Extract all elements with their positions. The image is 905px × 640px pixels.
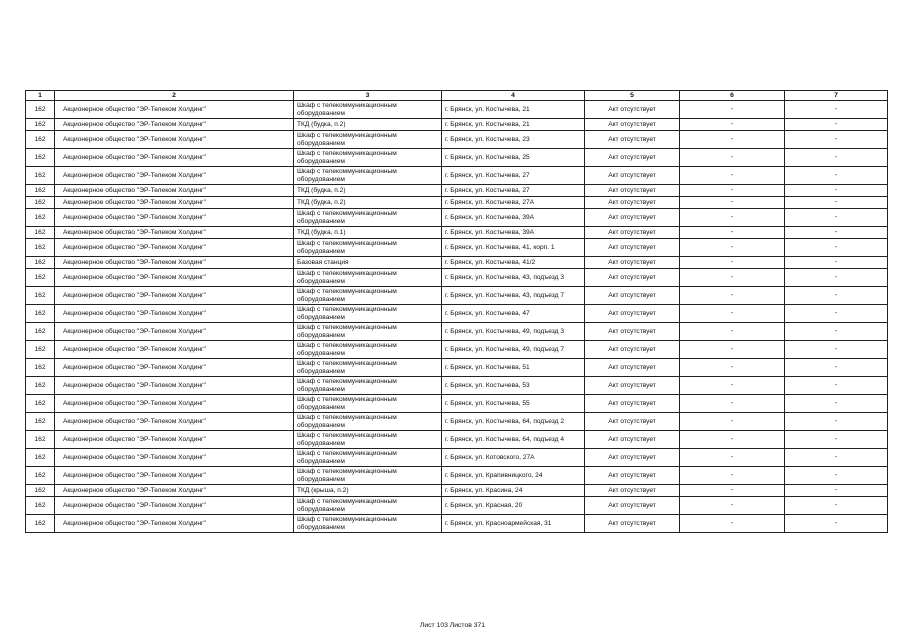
row-number: 162	[26, 515, 55, 533]
table-row	[26, 209, 888, 227]
column-header: 1	[26, 91, 55, 101]
column-6-cell: -	[680, 413, 785, 431]
organization-cell: Акционерное общество "ЭР-Телеком Холдинг"	[55, 395, 294, 413]
organization-cell: Акционерное общество "ЭР-Телеком Холдинг"	[55, 449, 294, 467]
table-body	[26, 101, 888, 533]
row-number: 162	[26, 467, 55, 485]
address-cell: г. Брянск, ул. Красина, 24	[442, 485, 585, 497]
column-7-cell: -	[785, 149, 888, 167]
object-cell: Шкаф с телекоммуникационным оборудованием	[294, 287, 442, 305]
act-status-cell: Акт отсутствует	[585, 197, 680, 209]
act-status-cell: Акт отсутствует	[585, 239, 680, 257]
row-number: 162	[26, 197, 55, 209]
column-6-cell: -	[680, 305, 785, 323]
column-6-cell: -	[680, 257, 785, 269]
object-cell: Шкаф с телекоммуникационным оборудованием	[294, 413, 442, 431]
row-number: 162	[26, 359, 55, 377]
organization-cell: Акционерное общество "ЭР-Телеком Холдинг"	[55, 323, 294, 341]
row-number: 162	[26, 395, 55, 413]
column-header: 7	[785, 91, 888, 101]
organization-cell: Акционерное общество "ЭР-Телеком Холдинг"	[55, 515, 294, 533]
address-cell: г. Брянск, ул. Костычева, 41/2	[442, 257, 585, 269]
address-cell: г. Брянск, ул. Костычева, 25	[442, 149, 585, 167]
row-number: 162	[26, 269, 55, 287]
object-cell: Шкаф с телекоммуникационным оборудованием	[294, 341, 442, 359]
organization-cell: Акционерное общество "ЭР-Телеком Холдинг"	[55, 119, 294, 131]
column-7-cell: -	[785, 257, 888, 269]
row-number: 162	[26, 323, 55, 341]
column-6-cell: -	[680, 185, 785, 197]
organization-cell: Акционерное общество "ЭР-Телеком Холдинг"	[55, 359, 294, 377]
column-7-cell: -	[785, 239, 888, 257]
table-row	[26, 359, 888, 377]
table-row	[26, 119, 888, 131]
column-7-cell: -	[785, 413, 888, 431]
column-header: 2	[55, 91, 294, 101]
column-6-cell: -	[680, 515, 785, 533]
organization-cell: Акционерное общество "ЭР-Телеком Холдинг"	[55, 485, 294, 497]
organization-cell: Акционерное общество "ЭР-Телеком Холдинг"	[55, 341, 294, 359]
table-row	[26, 485, 888, 497]
column-7-cell: -	[785, 497, 888, 515]
object-cell: Базовая станция	[294, 257, 442, 269]
act-status-cell: Акт отсутствует	[585, 167, 680, 185]
act-status-cell: Акт отсутствует	[585, 515, 680, 533]
table-row	[26, 101, 888, 119]
column-7-cell: -	[785, 395, 888, 413]
address-cell: г. Брянск, ул. Костычева, 23	[442, 131, 585, 149]
row-number: 162	[26, 413, 55, 431]
object-cell: ТКД (будка, п.2)	[294, 185, 442, 197]
column-7-cell: -	[785, 131, 888, 149]
act-status-cell: Акт отсутствует	[585, 449, 680, 467]
column-7-cell: -	[785, 197, 888, 209]
column-7-cell: -	[785, 431, 888, 449]
organization-cell: Акционерное общество "ЭР-Телеком Холдинг"	[55, 305, 294, 323]
object-cell: Шкаф с телекоммуникационным оборудованием	[294, 167, 442, 185]
column-7-cell: -	[785, 467, 888, 485]
column-6-cell: -	[680, 377, 785, 395]
table-row	[26, 467, 888, 485]
column-7-cell: -	[785, 119, 888, 131]
column-6-cell: -	[680, 485, 785, 497]
column-7-cell: -	[785, 269, 888, 287]
table-row	[26, 227, 888, 239]
address-cell: г. Брянск, ул. Костычева, 21	[442, 119, 585, 131]
page-footer: Лист 103 Листов 371	[419, 622, 486, 629]
organization-cell: Акционерное общество "ЭР-Телеком Холдинг"	[55, 413, 294, 431]
column-6-cell: -	[680, 341, 785, 359]
address-cell: г. Брянск, ул. Костычева, 47	[442, 305, 585, 323]
table-row	[26, 269, 888, 287]
column-7-cell: -	[785, 485, 888, 497]
row-number: 162	[26, 497, 55, 515]
address-cell: г. Брянск, ул. Костычева, 49, подъезд 3	[442, 323, 585, 341]
organization-cell: Акционерное общество "ЭР-Телеком Холдинг"	[55, 431, 294, 449]
object-cell: Шкаф с телекоммуникационным оборудованием	[294, 149, 442, 167]
table-row	[26, 515, 888, 533]
organization-cell: Акционерное общество "ЭР-Телеком Холдинг"	[55, 101, 294, 119]
object-cell: ТКД (будка, п.1)	[294, 227, 442, 239]
object-cell: Шкаф с телекоммуникационным оборудованием	[294, 515, 442, 533]
column-7-cell: -	[785, 227, 888, 239]
header-row	[26, 91, 888, 101]
address-cell: г. Брянск, ул. Костычева, 51	[442, 359, 585, 377]
row-number: 162	[26, 341, 55, 359]
column-6-cell: -	[680, 359, 785, 377]
object-cell: Шкаф с телекоммуникационным оборудованием	[294, 467, 442, 485]
column-6-cell: -	[680, 167, 785, 185]
organization-cell: Акционерное общество "ЭР-Телеком Холдинг"	[55, 131, 294, 149]
table-row	[26, 413, 888, 431]
address-cell: г. Брянск, ул. Костычева, 27	[442, 185, 585, 197]
column-6-cell: -	[680, 239, 785, 257]
act-status-cell: Акт отсутствует	[585, 101, 680, 119]
column-7-cell: -	[785, 449, 888, 467]
column-7-cell: -	[785, 359, 888, 377]
act-status-cell: Акт отсутствует	[585, 497, 680, 515]
column-6-cell: -	[680, 497, 785, 515]
table-row	[26, 167, 888, 185]
row-number: 162	[26, 485, 55, 497]
organization-cell: Акционерное общество "ЭР-Телеком Холдинг"	[55, 227, 294, 239]
column-6-cell: -	[680, 449, 785, 467]
act-status-cell: Акт отсутствует	[585, 119, 680, 131]
row-number: 162	[26, 185, 55, 197]
table-row	[26, 395, 888, 413]
row-number: 162	[26, 257, 55, 269]
table-row	[26, 497, 888, 515]
act-status-cell: Акт отсутствует	[585, 413, 680, 431]
column-7-cell: -	[785, 167, 888, 185]
column-header: 4	[442, 91, 585, 101]
column-7-cell: -	[785, 185, 888, 197]
object-cell: Шкаф с телекоммуникационным оборудованием	[294, 359, 442, 377]
organization-cell: Акционерное общество "ЭР-Телеком Холдинг"	[55, 287, 294, 305]
column-7-cell: -	[785, 101, 888, 119]
object-cell: Шкаф с телекоммуникационным оборудованием	[294, 101, 442, 119]
row-number: 162	[26, 167, 55, 185]
column-6-cell: -	[680, 395, 785, 413]
organization-cell: Акционерное общество "ЭР-Телеком Холдинг"	[55, 197, 294, 209]
organization-cell: Акционерное общество "ЭР-Телеком Холдинг"	[55, 257, 294, 269]
act-status-cell: Акт отсутствует	[585, 359, 680, 377]
act-status-cell: Акт отсутствует	[585, 185, 680, 197]
row-number: 162	[26, 449, 55, 467]
act-status-cell: Акт отсутствует	[585, 287, 680, 305]
column-7-cell: -	[785, 323, 888, 341]
object-cell: Шкаф с телекоммуникационным оборудованием	[294, 449, 442, 467]
act-status-cell: Акт отсутствует	[585, 131, 680, 149]
column-6-cell: -	[680, 209, 785, 227]
row-number: 162	[26, 101, 55, 119]
column-7-cell: -	[785, 377, 888, 395]
column-6-cell: -	[680, 287, 785, 305]
act-status-cell: Акт отсутствует	[585, 227, 680, 239]
act-status-cell: Акт отсутствует	[585, 395, 680, 413]
address-cell: г. Брянск, ул. Костычева, 43, подъезд 3	[442, 269, 585, 287]
table-row	[26, 449, 888, 467]
table-row	[26, 149, 888, 167]
row-number: 162	[26, 149, 55, 167]
organization-cell: Акционерное общество "ЭР-Телеком Холдинг"	[55, 377, 294, 395]
act-status-cell: Акт отсутствует	[585, 485, 680, 497]
address-cell: г. Брянск, ул. Костычева, 64, подъезд 2	[442, 413, 585, 431]
act-status-cell: Акт отсутствует	[585, 269, 680, 287]
address-cell: г. Брянск, ул. Костычева, 39А	[442, 209, 585, 227]
address-cell: г. Брянск, ул. Костычева, 43, подъезд 7	[442, 287, 585, 305]
act-status-cell: Акт отсутствует	[585, 341, 680, 359]
address-cell: г. Брянск, ул. Костычева, 39А	[442, 227, 585, 239]
object-cell: ТКД (будка, п.2)	[294, 197, 442, 209]
table-row	[26, 257, 888, 269]
table-row	[26, 323, 888, 341]
object-cell: ТКД (будка, п.2)	[294, 119, 442, 131]
object-cell: Шкаф с телекоммуникационным оборудованием	[294, 305, 442, 323]
column-6-cell: -	[680, 431, 785, 449]
address-cell: г. Брянск, ул. Костычева, 49, подъезд 7	[442, 341, 585, 359]
column-6-cell: -	[680, 227, 785, 239]
column-header: 3	[294, 91, 442, 101]
organization-cell: Акционерное общество "ЭР-Телеком Холдинг"	[55, 239, 294, 257]
row-number: 162	[26, 287, 55, 305]
address-cell: г. Брянск, ул. Костычева, 55	[442, 395, 585, 413]
act-status-cell: Акт отсутствует	[585, 377, 680, 395]
column-7-cell: -	[785, 515, 888, 533]
column-6-cell: -	[680, 467, 785, 485]
address-cell: г. Брянск, ул. Костычева, 27	[442, 167, 585, 185]
row-number: 162	[26, 431, 55, 449]
column-6-cell: -	[680, 197, 785, 209]
act-status-cell: Акт отсутствует	[585, 149, 680, 167]
row-number: 162	[26, 131, 55, 149]
organization-cell: Акционерное общество "ЭР-Телеком Холдинг"	[55, 497, 294, 515]
column-6-cell: -	[680, 149, 785, 167]
address-cell: г. Брянск, ул. Котовского, 27А	[442, 449, 585, 467]
table-row	[26, 305, 888, 323]
organization-cell: Акционерное общество "ЭР-Телеком Холдинг"	[55, 149, 294, 167]
organization-cell: Акционерное общество "ЭР-Телеком Холдинг"	[55, 209, 294, 227]
row-number: 162	[26, 119, 55, 131]
registry-table	[25, 90, 888, 533]
table-row	[26, 377, 888, 395]
object-cell: Шкаф с телекоммуникационным оборудованием	[294, 497, 442, 515]
column-7-cell: -	[785, 209, 888, 227]
column-6-cell: -	[680, 323, 785, 341]
object-cell: Шкаф с телекоммуникационным оборудованием	[294, 395, 442, 413]
act-status-cell: Акт отсутствует	[585, 209, 680, 227]
object-cell: Шкаф с телекоммуникационным оборудованием	[294, 323, 442, 341]
column-6-cell: -	[680, 131, 785, 149]
object-cell: Шкаф с телекоммуникационным оборудованием	[294, 239, 442, 257]
object-cell: Шкаф с телекоммуникационным оборудованием	[294, 431, 442, 449]
table-row	[26, 341, 888, 359]
column-6-cell: -	[680, 119, 785, 131]
address-cell: г. Брянск, ул. Костычева, 64, подъезд 4	[442, 431, 585, 449]
act-status-cell: Акт отсутствует	[585, 323, 680, 341]
address-cell: г. Брянск, ул. Костычева, 21	[442, 101, 585, 119]
column-header: 6	[680, 91, 785, 101]
organization-cell: Акционерное общество "ЭР-Телеком Холдинг"	[55, 185, 294, 197]
table-row	[26, 131, 888, 149]
column-7-cell: -	[785, 341, 888, 359]
column-header: 5	[585, 91, 680, 101]
column-7-cell: -	[785, 305, 888, 323]
address-cell: г. Брянск, ул. Костычева, 53	[442, 377, 585, 395]
object-cell: Шкаф с телекоммуникационным оборудованием	[294, 377, 442, 395]
row-number: 162	[26, 239, 55, 257]
table-row	[26, 239, 888, 257]
row-number: 162	[26, 209, 55, 227]
row-number: 162	[26, 305, 55, 323]
act-status-cell: Акт отсутствует	[585, 467, 680, 485]
organization-cell: Акционерное общество "ЭР-Телеком Холдинг"	[55, 467, 294, 485]
act-status-cell: Акт отсутствует	[585, 431, 680, 449]
column-7-cell: -	[785, 287, 888, 305]
object-cell: ТКД (крыша, п.2)	[294, 485, 442, 497]
object-cell: Шкаф с телекоммуникационным оборудованием	[294, 209, 442, 227]
table-row	[26, 431, 888, 449]
address-cell: г. Брянск, ул. Костычева, 27А	[442, 197, 585, 209]
table-row	[26, 197, 888, 209]
table-row	[26, 185, 888, 197]
object-cell: Шкаф с телекоммуникационным оборудованием	[294, 131, 442, 149]
organization-cell: Акционерное общество "ЭР-Телеком Холдинг"	[55, 269, 294, 287]
table-row	[26, 287, 888, 305]
act-status-cell: Акт отсутствует	[585, 305, 680, 323]
row-number: 162	[26, 377, 55, 395]
address-cell: г. Брянск, ул. Красная, 20	[442, 497, 585, 515]
object-cell: Шкаф с телекоммуникационным оборудованием	[294, 269, 442, 287]
row-number: 162	[26, 227, 55, 239]
address-cell: г. Брянск, ул. Красноармейская, 31	[442, 515, 585, 533]
address-cell: г. Брянск, ул. Крапивницкого, 24	[442, 467, 585, 485]
column-6-cell: -	[680, 101, 785, 119]
column-6-cell: -	[680, 269, 785, 287]
act-status-cell: Акт отсутствует	[585, 257, 680, 269]
organization-cell: Акционерное общество "ЭР-Телеком Холдинг"	[55, 167, 294, 185]
address-cell: г. Брянск, ул. Костычева, 41, корп. 1	[442, 239, 585, 257]
